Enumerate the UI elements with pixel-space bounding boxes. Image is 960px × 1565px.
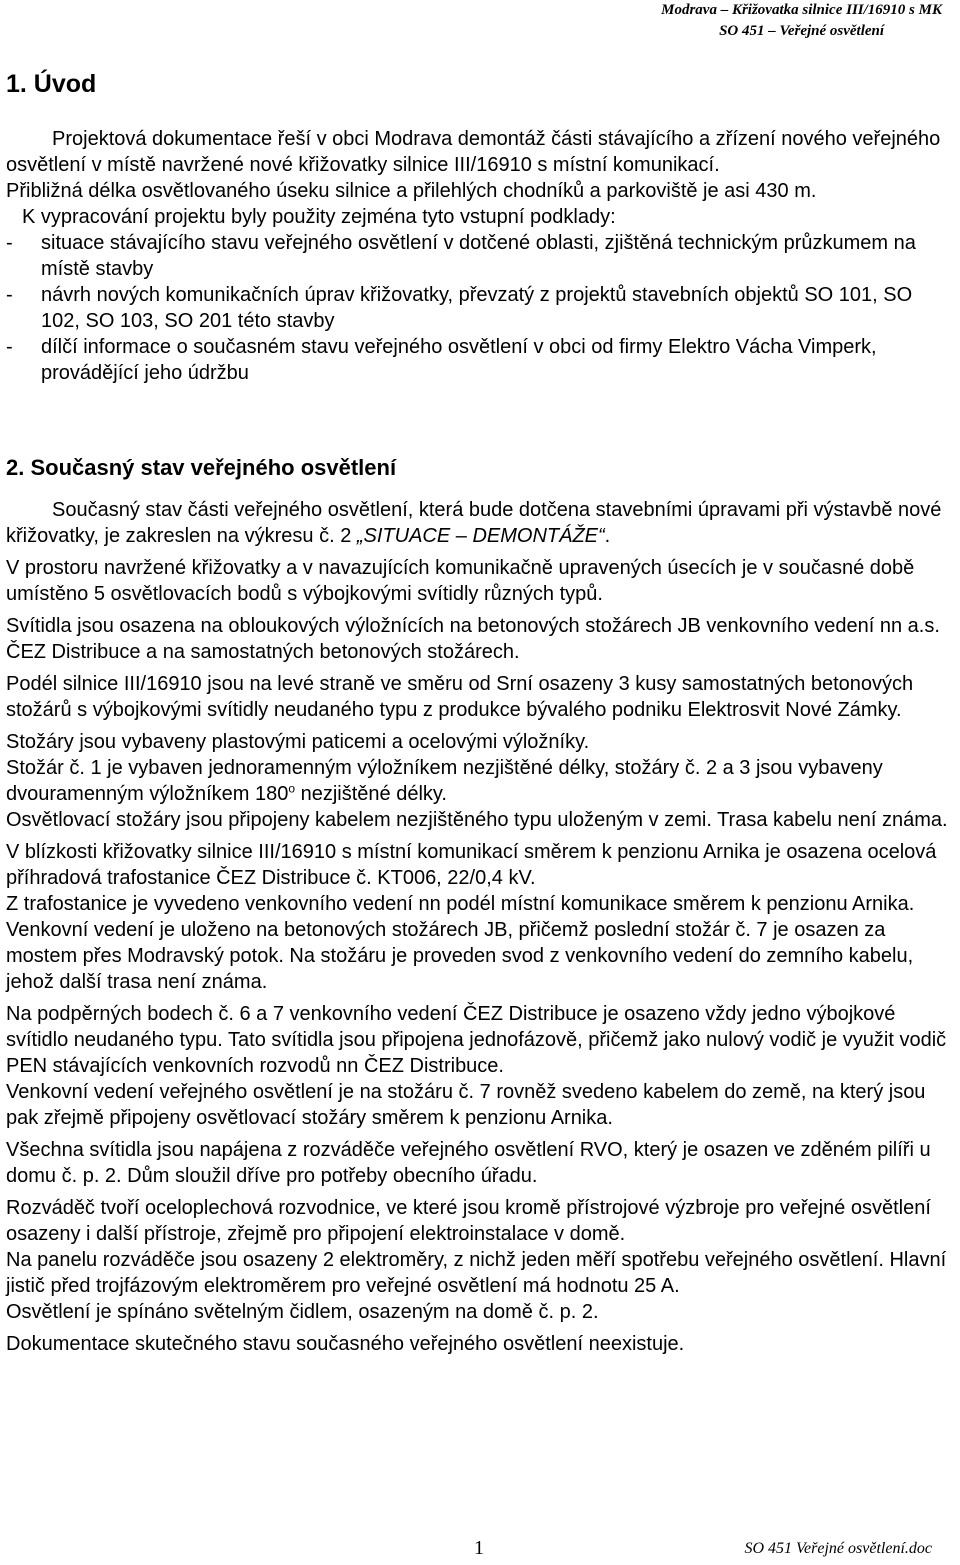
header-object-title: SO 451 – Veřejné osvětlení	[719, 23, 885, 39]
paragraph-poles	[6, 755, 954, 807]
paragraph: V prostoru navržené křižovatky a v navazujících komunikačně upravených úsecích je v současné době umístěno 5 osvětlovacích bodů s výbojkovými svítidly různých typů.	[6, 557, 915, 605]
paragraph: Dokumentace skutečného stavu současného veřejného osvětlení neexistuje.	[6, 1333, 685, 1355]
paragraph: Svítidla jsou osazena na obloukových výložnících na betonových stožárech JB venkovního vedení nn a.s. ČEZ Distribuce a na samostatných betonových stožárech.	[6, 615, 940, 663]
paragraph: Podél silnice III/16910 jsou na levé straně ve směru od Srní osazeny 3 kusy samostatných betonových stožárů s výbojkovými svítidly neudaného typu z produkce bývalého podniku Elektrosvit Nové Zámky.	[6, 673, 914, 721]
bullet-marker: -	[6, 336, 13, 358]
bullet-marker: -	[6, 284, 13, 306]
paragraph: Rozváděč tvoří oceloplechová rozvodnice, ve které jsou kromě přístrojové výzbroje pro veřejné osvětlení osazeny i další přístroje, zřejmě pro připojení elektroinstalace v domě.	[6, 1197, 931, 1245]
section-2-heading: 2. Současný stav veřejného osvětlení	[6, 455, 397, 480]
bullet-text: dílčí informace o současném stavu veřejného osvětlení v obci od firmy Elektro Vácha Vimperk, provádějící jeho údržbu	[41, 336, 877, 384]
inputs-intro: K vypracování projektu byly použity zejména tyto vstupní podklady:	[22, 206, 616, 228]
list-item	[6, 230, 954, 282]
paragraph-current-state	[6, 497, 954, 549]
bullet-marker: -	[6, 232, 13, 254]
length-paragraph: Přibližná délka osvětlovaného úseku silnice a přilehlých chodníků a parkoviště je asi 430 m.	[6, 180, 817, 202]
page-number: 1	[474, 1537, 484, 1559]
list-item	[6, 334, 954, 386]
text-run: Současný stav části veřejného osvětlení, která bude dotčena stavebními úpravami při výstavbě nové křižovatky, je zakreslen na výkresu č. 2	[6, 499, 942, 547]
bullet-text: situace stávajícího stavu veřejného osvětlení v dotčené oblasti, zjištěná technickým průzkumem na místě stavby	[41, 232, 916, 280]
degree-superscript: o	[288, 781, 296, 796]
drawing-reference: „SITUACE – DEMONTÁŽE“	[356, 525, 605, 547]
text-run: Stožár č. 1 je vybaven jednoramenným výložníkem nezjištěné délky, stožáry č. 2 a 3 jsou vybaveny dvouramenným výložníkem 180	[6, 757, 883, 805]
paragraph: Stožáry jsou vybaveny plastovými paticemi a ocelovými výložníky.	[6, 731, 590, 753]
paragraph: Z trafostanice je vyvedeno venkovního vedení nn podél místní komunikace směrem k penzionu Arnika.	[6, 893, 915, 915]
footer-filename: SO 451 Veřejné osvětlení.doc	[744, 1540, 932, 1557]
paragraph: Venkovní vedení je uloženo na betonových stožárech JB, přičemž poslední stožár č. 7 je osazen za mostem přes Modravský potok. Na stožáru je proveden svod z venkovního vedení do zemního kabelu, jehož další trasa není známa.	[6, 919, 914, 993]
paragraph: Osvětlovací stožáry jsou připojeny kabelem nezjištěného typu uloženým v zemi. Trasa kabelu není známa.	[6, 809, 948, 831]
section-2-body	[6, 497, 954, 1357]
bullet-text: návrh nových komunikačních úprav křižovatky, převzatý z projektů stavebních objektů SO 101, SO 102, SO 103, SO 201 této stavby	[41, 284, 913, 332]
paragraph: V blízkosti křižovatky silnice III/16910 s místní komunikací směrem k penzionu Arnika je osazena ocelová příhradová trafostanice ČEZ Distribuce č. KT006, 22/0,4 kV.	[6, 841, 937, 889]
text-run: .	[604, 525, 611, 547]
list-item	[6, 282, 954, 334]
section-1-heading: 1. Úvod	[6, 70, 97, 98]
intro-paragraph: Projektová dokumentace řeší v obci Modrava demontáž části stávajícího a zřízení nového veřejného osvětlení v místě navržené nové křižovatky silnice III/16910 s místní komunikací.	[6, 128, 941, 176]
section-1-body	[6, 126, 954, 386]
page-header	[661, 0, 942, 42]
paragraph: Na podpěrných bodech č. 6 a 7 venkovního vedení ČEZ Distribuce je osazeno vždy jedno výbojkové svítidlo neudaného typu. Tato svítidla jsou připojena jednofázově, přičemž jako nulový vodič je využit vodič PEN stávajících venkovních rozvodů nn ČEZ Distribuce.	[6, 1003, 947, 1077]
paragraph: Osvětlení je spínáno světelným čidlem, osazeným na domě č. p. 2.	[6, 1301, 599, 1323]
paragraph: Venkovní vedení veřejného osvětlení je na stožáru č. 7 rovněž svedeno kabelem do země, na který jsou pak zřejmě připojeny osvětlovací stožáry směrem k penzionu Arnika.	[6, 1081, 926, 1129]
paragraph: Všechna svítidla jsou napájena z rozváděče veřejného osvětlení RVO, který je osazen ve zděném pilíři u domu č. p. 2. Dům sloužil dříve pro potřeby obecního úřadu.	[6, 1139, 931, 1187]
text-run: nezjištěné délky.	[295, 783, 447, 805]
paragraph: Na panelu rozváděče jsou osazeny 2 elektroměry, z nichž jeden měří spotřebu veřejného osvětlení. Hlavní jistič před trojfázovým elektroměrem pro veřejné osvětlení má hodnotu 25 A.	[6, 1249, 947, 1297]
header-project-title: Modrava – Křižovatka silnice III/16910 s MK	[661, 2, 942, 18]
